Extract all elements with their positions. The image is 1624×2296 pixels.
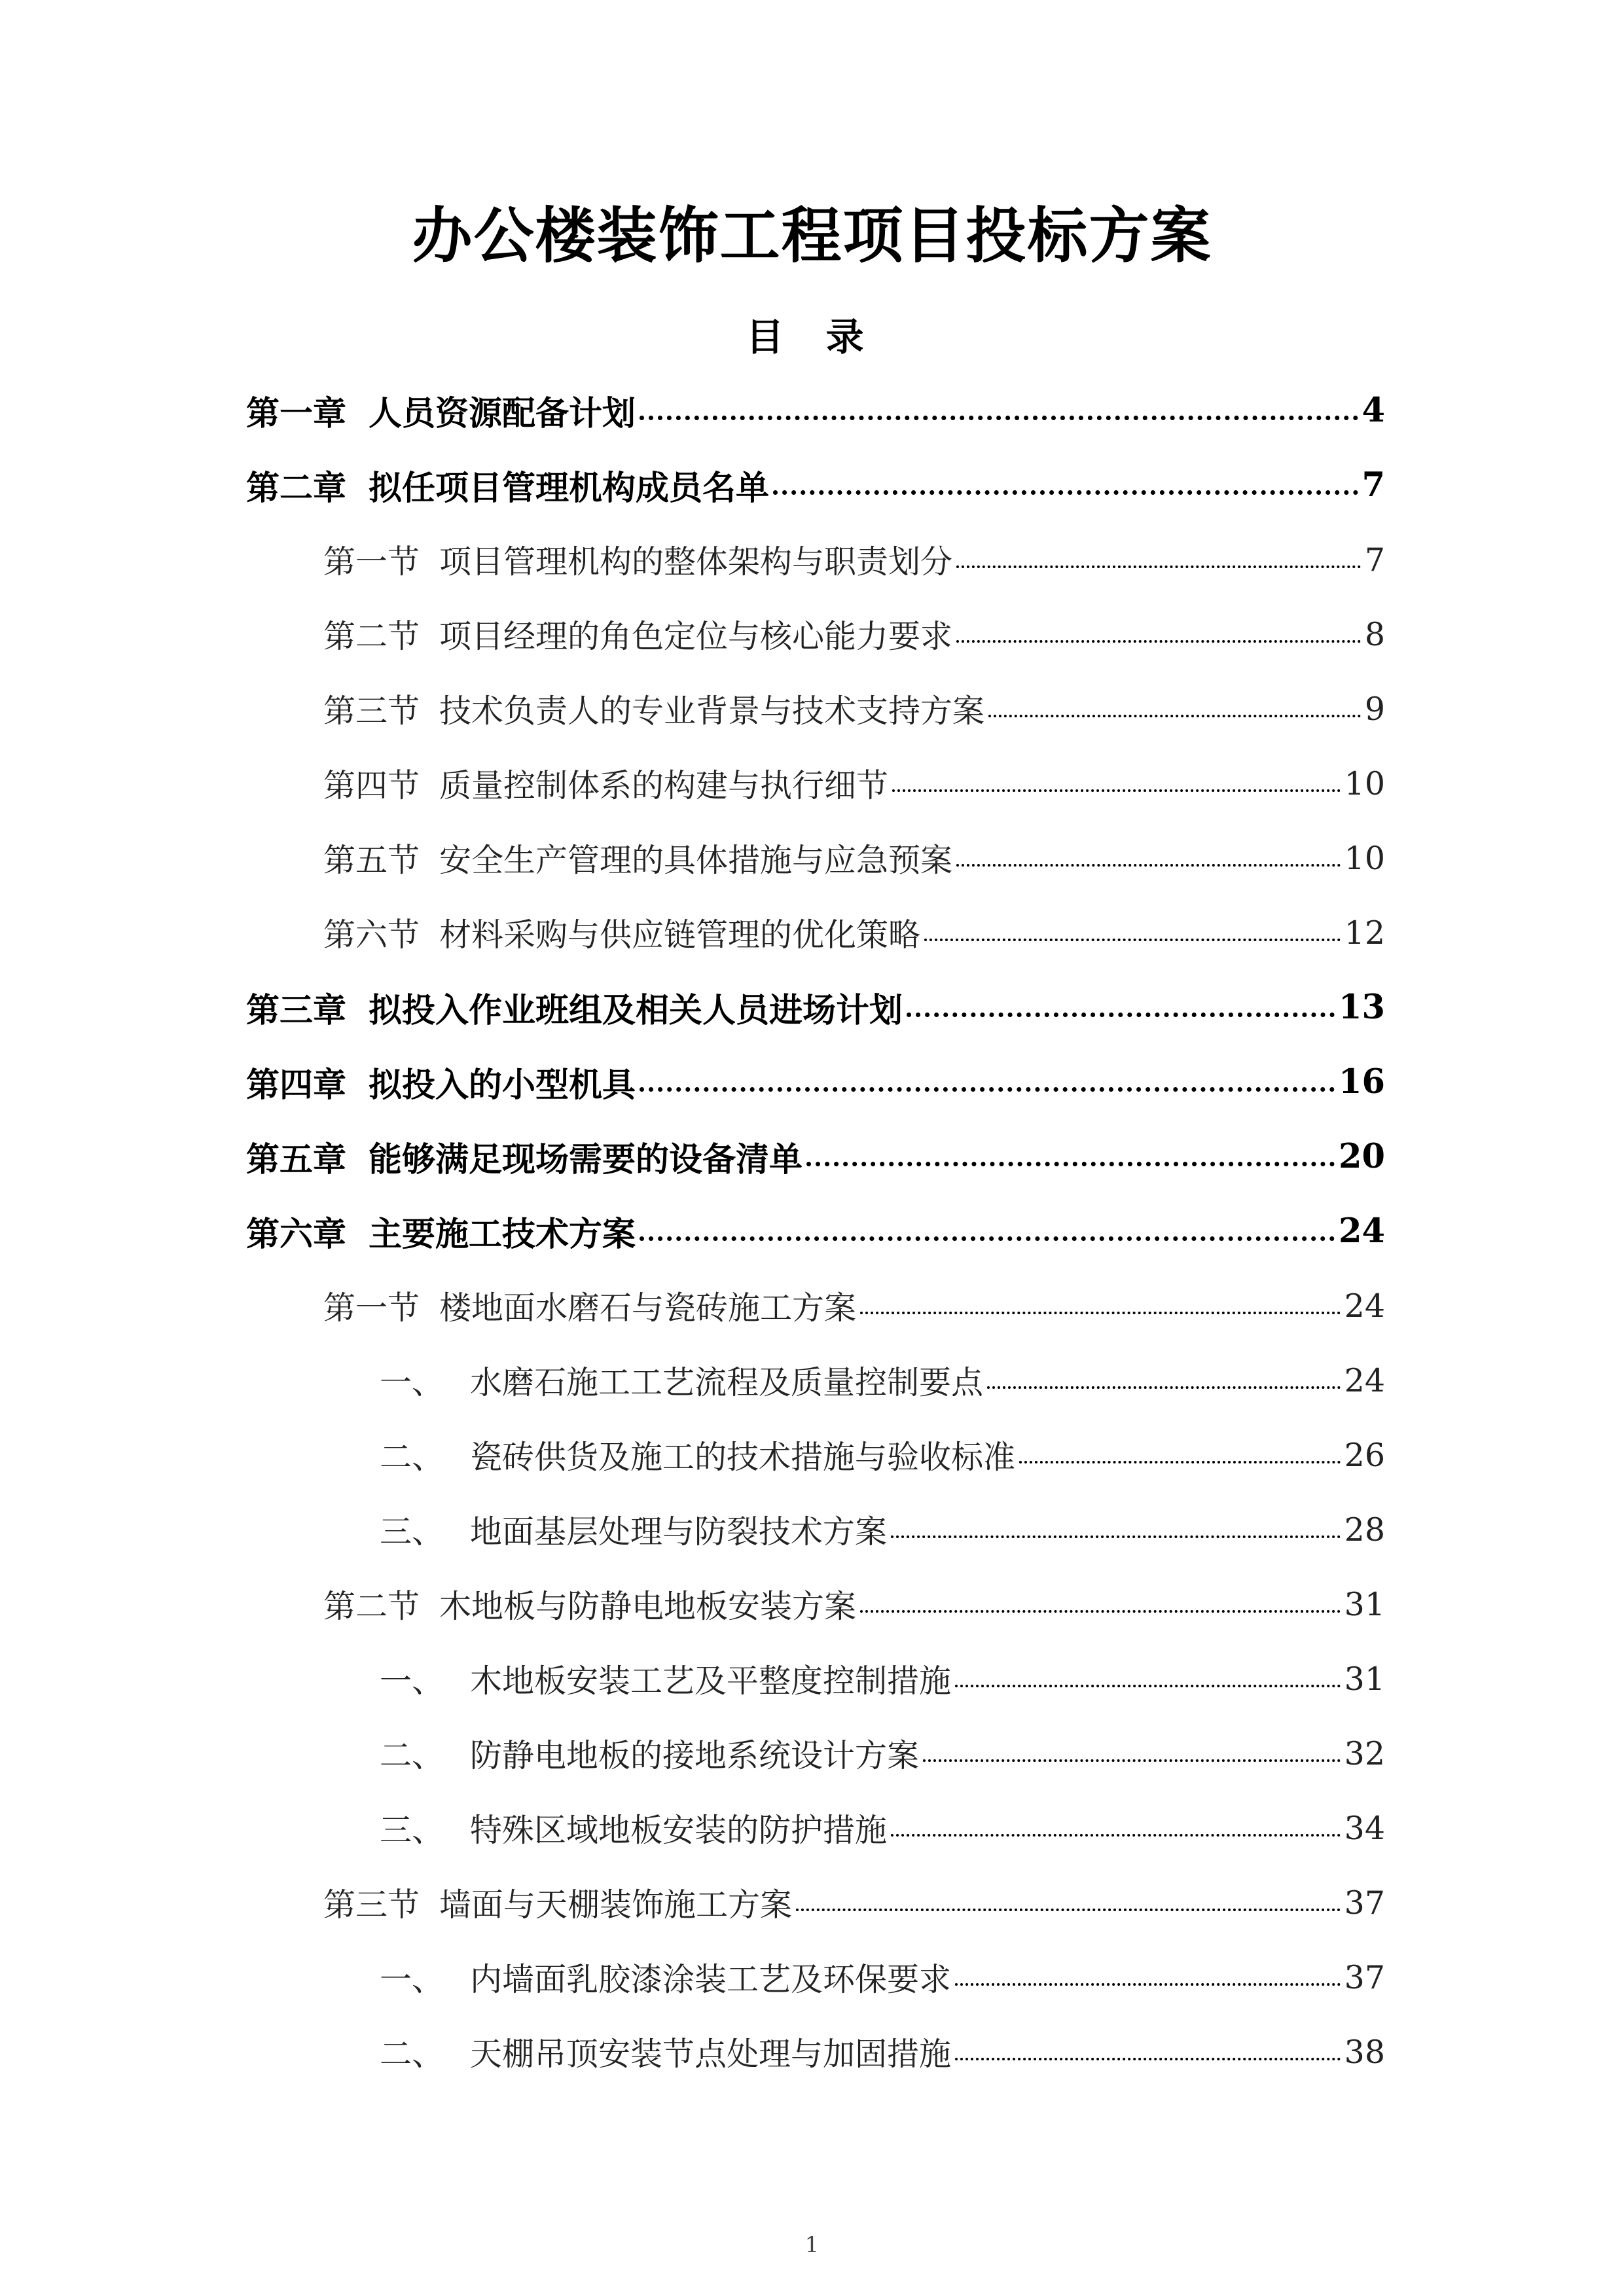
- toc-entry-title: 项目经理的角色定位与核心能力要求: [439, 618, 953, 655]
- toc-entry-number: 第三章: [246, 991, 347, 1030]
- toc-entry-section[interactable]: [323, 754, 1385, 813]
- toc-entry-subsection[interactable]: [380, 2022, 1385, 2081]
- toc-entry-number: 第二节: [323, 1588, 420, 1625]
- toc-entry-title: 质量控制体系的构建与执行细节: [439, 767, 889, 804]
- toc-entry-title: 技术负责人的专业背景与技术支持方案: [439, 692, 985, 730]
- toc-entry-section[interactable]: [323, 679, 1385, 738]
- toc-entry-subsection[interactable]: [380, 1500, 1385, 1559]
- toc-dot-leader: [796, 1909, 1341, 1911]
- toc-entry-subsection[interactable]: [380, 1724, 1385, 1783]
- toc-entry-title: 拟任项目管理机构成员名单: [369, 469, 770, 508]
- toc-entry-page: 20: [1339, 1137, 1385, 1176]
- toc-entry-title: 水磨石施工工艺流程及质量控制要点: [470, 1364, 984, 1401]
- toc-dot-leader: [955, 1983, 1341, 1986]
- toc-dot-leader: [955, 2058, 1341, 2060]
- toc-entry-number: 第五节: [323, 842, 420, 879]
- toc-entry-page: 37: [1344, 1884, 1385, 1922]
- toc-entry-subsection[interactable]: [380, 1351, 1385, 1410]
- toc-entry-number: 第二节: [323, 618, 420, 655]
- toc-entry-number: 三、: [380, 1513, 444, 1551]
- toc-entry-title: 拟投入的小型机具: [369, 1066, 636, 1105]
- toc-entry-chapter-3[interactable]: [246, 978, 1385, 1037]
- toc-dot-leader: [924, 939, 1341, 941]
- toc-entry-page: 37: [1344, 1958, 1385, 1996]
- toc-entry-title: 地面基层处理与防裂技术方案: [470, 1513, 888, 1551]
- toc-entry-number: 三、: [380, 1812, 444, 1849]
- toc-dot-leader: [987, 1386, 1341, 1389]
- toc-dot-leader: [923, 1759, 1341, 1762]
- toc-dot-leader: [640, 1087, 1335, 1092]
- toc-entry-section[interactable]: [323, 903, 1385, 962]
- toc-entry-number: 第四节: [323, 767, 420, 804]
- toc-dot-leader: [773, 490, 1358, 495]
- toc-entry-page: 31: [1344, 1660, 1385, 1698]
- toc-dot-leader: [640, 416, 1358, 420]
- toc-entry-number: 二、: [380, 1439, 444, 1476]
- toc-entry-title: 材料采购与供应链管理的优化策略: [439, 916, 921, 954]
- toc-entry-chapter-1[interactable]: [246, 381, 1385, 440]
- toc-entry-title: 天棚吊顶安装节点处理与加固措施: [470, 2036, 952, 2073]
- toc-entry-title: 主要施工技术方案: [369, 1215, 636, 1254]
- toc-heading: 目 录: [746, 315, 878, 359]
- toc-entry-page: 31: [1344, 1585, 1385, 1623]
- toc-entry-page: 12: [1344, 914, 1385, 952]
- toc-entry-page: 38: [1344, 2033, 1385, 2071]
- toc-entry-number: 第六节: [323, 916, 420, 954]
- toc-entry-page: 7: [1364, 541, 1385, 579]
- document-title: 办公楼装饰工程项目投标方案: [412, 200, 1212, 271]
- toc-entry-page: 24: [1339, 1211, 1385, 1251]
- toc-entry-page: 10: [1344, 764, 1385, 802]
- toc-entry-page: 26: [1344, 1436, 1385, 1474]
- toc-entry-chapter-2[interactable]: [246, 456, 1385, 514]
- toc-entry-title: 特殊区域地板安装的防护措施: [470, 1812, 888, 1849]
- toc-entry-subsection[interactable]: [380, 1948, 1385, 2007]
- toc-entry-chapter-4[interactable]: [246, 1052, 1385, 1111]
- toc-entry-title: 拟投入作业班组及相关人员进场计划: [369, 991, 903, 1030]
- toc-entry-chapter-5[interactable]: [246, 1127, 1385, 1186]
- toc-dot-leader: [955, 1685, 1341, 1687]
- toc-dot-leader: [892, 789, 1341, 792]
- toc-entry-page: 9: [1364, 690, 1385, 728]
- toc-entry-page: 16: [1339, 1062, 1385, 1102]
- toc-dot-leader: [640, 1236, 1335, 1241]
- toc-entry-number: 一、: [380, 1961, 444, 1998]
- toc-entry-number: 第三节: [323, 692, 420, 730]
- toc-entry-subsection[interactable]: [380, 1426, 1385, 1484]
- toc-entry-title: 木地板与防静电地板安装方案: [439, 1588, 857, 1625]
- toc-entry-page: 4: [1362, 391, 1385, 430]
- toc-entry-number: 第四章: [246, 1066, 347, 1105]
- toc-entry-section[interactable]: [323, 1873, 1385, 1932]
- toc-dot-leader: [956, 640, 1361, 643]
- toc-entry-number: 二、: [380, 1737, 444, 1774]
- toc-dot-leader: [956, 864, 1341, 867]
- toc-entry-number: 第一节: [323, 543, 420, 581]
- toc-entry-section[interactable]: [323, 1276, 1385, 1335]
- toc-entry-number: 第二章: [246, 469, 347, 508]
- toc-entry-title: 楼地面水磨石与瓷砖施工方案: [439, 1289, 857, 1327]
- toc-entry-title: 内墙面乳胶漆涂装工艺及环保要求: [470, 1961, 952, 1998]
- toc-entry-title: 墙面与天棚装饰施工方案: [439, 1886, 793, 1924]
- toc-entry-subsection[interactable]: [380, 1799, 1385, 1857]
- toc-entry-number: 二、: [380, 2036, 444, 2073]
- toc-entry-page: 8: [1364, 615, 1385, 653]
- toc-entry-title: 人员资源配备计划: [369, 394, 636, 433]
- toc-dot-leader: [891, 1535, 1341, 1538]
- toc-entry-number: 第三节: [323, 1886, 420, 1924]
- toc-entry-number: 一、: [380, 1364, 444, 1401]
- toc-entry-page: 28: [1344, 1511, 1385, 1549]
- toc-dot-leader: [956, 565, 1361, 568]
- toc-entry-section[interactable]: [323, 1575, 1385, 1634]
- toc-entry-section[interactable]: [323, 605, 1385, 664]
- toc-dot-leader: [1019, 1461, 1341, 1463]
- toc-dot-leader: [806, 1162, 1335, 1166]
- toc-entry-page: 24: [1344, 1287, 1385, 1325]
- toc-entry-title: 能够满足现场需要的设备清单: [369, 1140, 803, 1179]
- toc-entry-section[interactable]: [323, 829, 1385, 888]
- toc-entry-title: 安全生产管理的具体措施与应急预案: [439, 842, 953, 879]
- toc-entry-number: 第五章: [246, 1140, 347, 1179]
- toc-entry-title: 防静电地板的接地系统设计方案: [470, 1737, 920, 1774]
- toc-entry-number: 第一节: [323, 1289, 420, 1327]
- toc-entry-number: 第一章: [246, 394, 347, 433]
- toc-entry-page: 13: [1339, 988, 1385, 1027]
- toc-entry-section[interactable]: [323, 530, 1385, 589]
- toc-dot-leader: [891, 1834, 1341, 1837]
- toc-entry-chapter-6[interactable]: [246, 1202, 1385, 1261]
- toc-entry-page: 7: [1362, 465, 1385, 505]
- page-number: 1: [804, 2232, 820, 2258]
- toc-dot-leader: [907, 1013, 1335, 1017]
- toc-dot-leader: [988, 715, 1361, 717]
- toc-entry-subsection[interactable]: [380, 1649, 1385, 1708]
- toc-entry-title: 瓷砖供货及施工的技术措施与验收标准: [470, 1439, 1016, 1476]
- toc-entry-number: 第六章: [246, 1215, 347, 1254]
- toc-entry-page: 10: [1344, 839, 1385, 877]
- toc-entry-title: 项目管理机构的整体架构与职责划分: [439, 543, 953, 581]
- toc-dot-leader: [860, 1312, 1341, 1314]
- toc-dot-leader: [860, 1610, 1341, 1613]
- toc-entry-title: 木地板安装工艺及平整度控制措施: [470, 1662, 952, 1700]
- toc-entry-page: 32: [1344, 1734, 1385, 1772]
- toc-entry-page: 34: [1344, 1809, 1385, 1847]
- toc-entry-page: 24: [1344, 1361, 1385, 1399]
- toc-entry-number: 一、: [380, 1662, 444, 1700]
